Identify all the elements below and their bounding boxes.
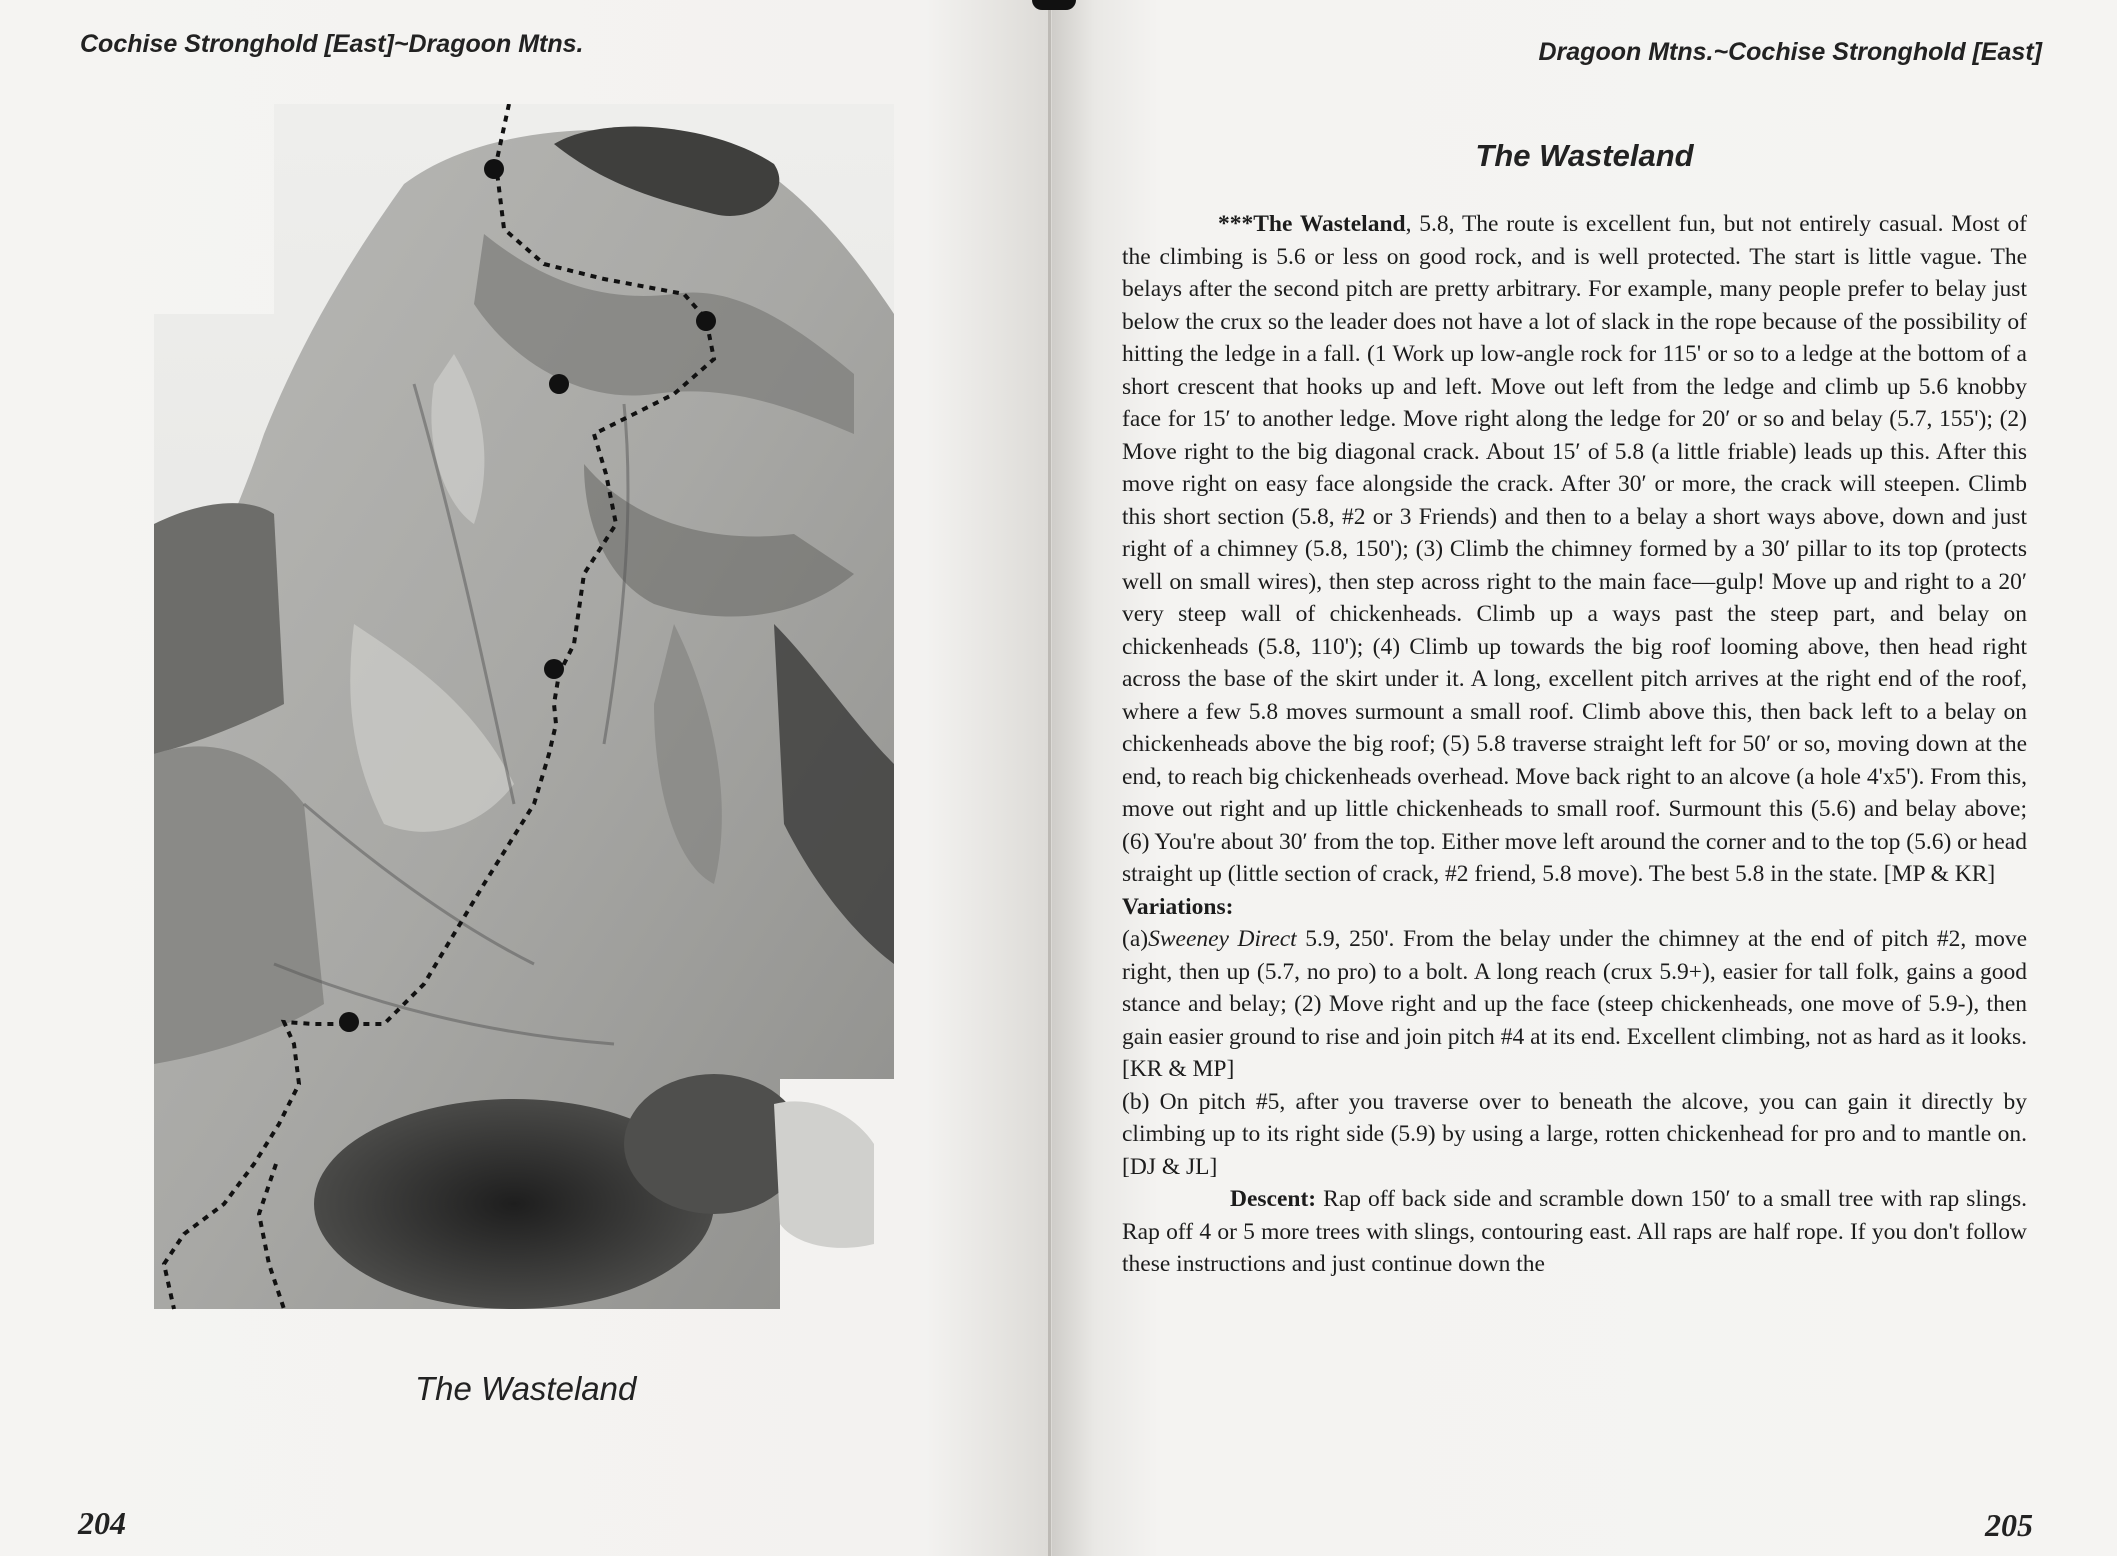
left-page	[0, 0, 1052, 1556]
belay-point	[484, 159, 504, 179]
route-paragraph	[1122, 208, 2027, 891]
route-stars: ***	[1218, 211, 1254, 237]
photo-caption: The Wasteland	[415, 1370, 637, 1407]
variation-a: (a)Sweeney Direct 5.9, 250'. From the belay under the chimney at the end of pitch #2, move right, then up (5.7, no pro) to a bolt. A long reach (crux 5.9+), easier for tall folk, gains a good stance and belay; (2) Move right and up the face (steep chickenheads, one move of 5.9-), then gain easier ground to rise and join pitch #4 at its end. Excellent climbing, not as hard as it looks. [KR & MP]	[1122, 926, 2028, 1082]
belay-point	[339, 1012, 359, 1032]
route-name: The Wasteland	[1253, 211, 1406, 237]
page-number-right: 205	[1985, 1507, 2033, 1543]
page-number-left: 204	[78, 1505, 126, 1541]
binding-tab	[1032, 0, 1076, 10]
running-header-left: Cochise Stronghold [East]~Dragoon Mtns.	[80, 30, 584, 58]
book-gutter	[1048, 0, 1051, 1556]
descent-paragraph: Descent: Rap off back side and scramble down 150′ to a small tree with rap slings. Rap off 4 or 5 more trees with slings, contouring east. All raps are half rope. If you don't follow these instructions and just continue down the	[1122, 1186, 2027, 1277]
descent-label: Descent:	[1230, 1186, 1317, 1212]
route-photo	[154, 104, 894, 1314]
variation-a-name: Sweeney Direct	[1148, 926, 1297, 952]
running-header-right: Dragoon Mtns.~Cochise Stronghold [East]	[1538, 38, 2042, 66]
belay-point	[549, 374, 569, 394]
route-text: , 5.8, The route is excellent fun, but not entirely casual. Most of the climbing is 5.6 or less on good rock, and is well protected. The start is little vague. The belays after the second pitch are pretty arbitrary. For example, many people prefer to belay just below the crux so the leader does not have a lot of slack in the rope because of the possibility of hitting the ledge in a fall. (1 Work up low-angle rock for 115' or so to a ledge at the bottom of a short crescent that hooks up and left. Move out left from the ledge and climb up 5.6 knobby face for 15′ to another ledge. Move right along the ledge for 20′ or so and belay (5.7, 155'); (2) Move right to the big diagonal crack. About 15′ of 5.8 (a little friable) leads up this. After this move right on easy face alongside the crack. After 30′ or more, the crack will steepen. Climb this short section (5.8, #2 or 3 Friends) and then to a belay a short ways above, down and just right of a chimney (5.8, 150'); (3) Climb the chimney formed by a 30′ pillar to its top (protects well on small wires), then step across right to the main face—gulp! Move up and right to a 20′ very steep wall of chickenheads. Climb up a ways past the steep part, and belay on chickenheads (5.8, 110'); (4) Climb up towards the big roof looming above, then head right across the base of the skirt under it. A long, excellent pitch arrives at the right end of the roof, where a few 5.8 moves surmount a small roof. Climb above this, then back left to a belay on chickenheads above the big roof; (5) 5.8 traverse straight left for 50′ or so, moving down at the end, to reach big chickenheads overhead. Move back right to an alcove (a hole 4'x5'). From this, move out right and up little chickenheads to small roof. Surmount this (5.6) and belay above; (6) You're about 30′ from the top. Either move left around the corner and to the top (5.6) or head straight up (little section of crack, #2 friend, 5.8 move). The best 5.8 in the state. [MP & KR]	[1122, 211, 2027, 887]
route-title: The Wasteland	[1475, 138, 1694, 173]
route-description	[1122, 208, 2027, 1281]
variations-heading: Variations:	[1122, 893, 1234, 920]
belay-point	[544, 659, 564, 679]
variation-b: (b) On pitch #5, after you traverse over to beneath the alcove, you can gain it directly by climbing up to its right side (5.9) by using a large, rotten chickenhead for pro and to mantle on. [DJ & JL]	[1122, 1088, 2027, 1180]
belay-point	[696, 311, 716, 331]
